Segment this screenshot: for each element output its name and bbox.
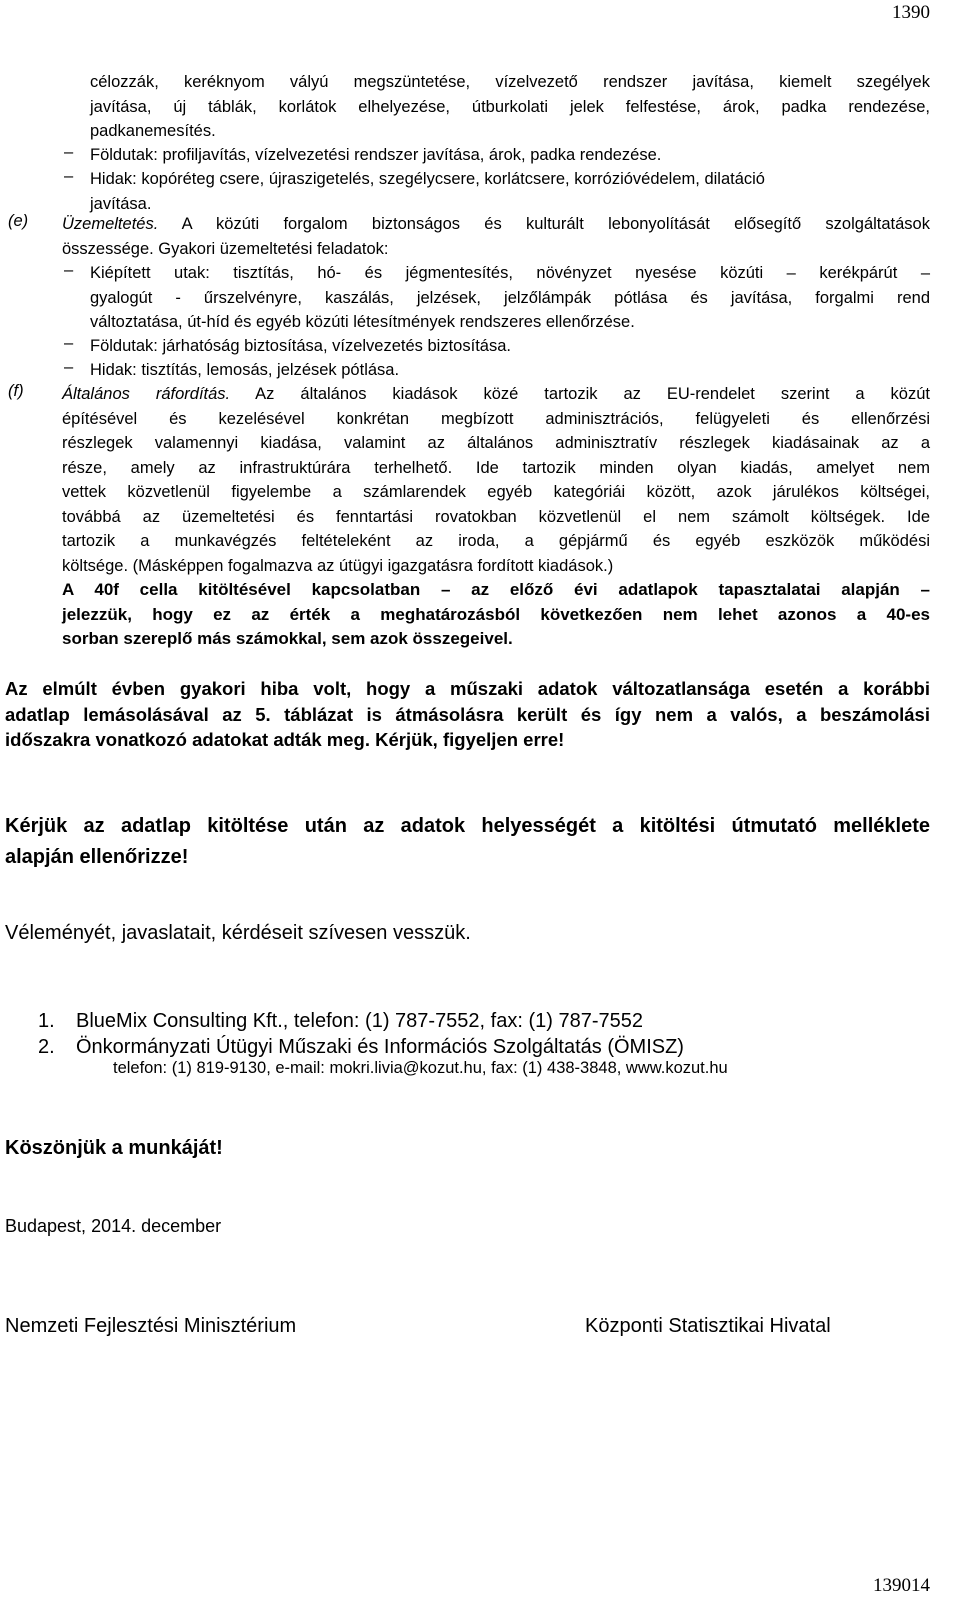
signatory-right: Központi Statisztikai Hivatal — [585, 1315, 831, 1337]
item-f-heading: Általános ráfordítás. — [62, 385, 231, 403]
item-e-bullet-2: Földutak: járhatóság biztosítása, vízelvezetés biztosítása. — [90, 337, 511, 355]
item-label-e: (e) — [8, 212, 29, 230]
contact-item-2 — [38, 1034, 684, 1060]
item-e-text: A közúti forgalom biztonságos és kulturált lebonyolítását elősegítő szolgáltatások — [158, 215, 930, 233]
dash-bullet: – — [64, 334, 74, 352]
page-number-bottom: 139014 — [873, 1575, 930, 1596]
intro-line: célozzák, keréknyom vályú megszüntetése, vízelvezető rendszer javítása, kiemelt szegélyek — [90, 73, 930, 91]
bullet-line: Hidak: kopóréteg csere, újraszigetelés, szegélycsere, korlátcsere, korrózióvédelem, dilatáció — [90, 170, 765, 188]
item-f-line: része, amely az infrastruktúrára terhelhető. Ide tartozik minden olyan kiadás, amelyet nem — [62, 458, 930, 477]
check-line: Kérjük az adatlap kitöltése után az adatok helyességét a kitöltési útmutató melléklete — [5, 815, 930, 837]
item-f-line: költsége. (Másképpen fogalmazva az útügyi igazgatásra fordított kiadások.) — [62, 556, 614, 575]
signatory-left: Nemzeti Fejlesztési Minisztérium — [5, 1315, 297, 1337]
dash-bullet: – — [64, 358, 74, 376]
item-f-line: építésével és kezelésével konkrétan megbízott adminisztrációs, felügyeleti és ellenőrzési — [62, 409, 930, 428]
warning-line: adatlap lemásolásával az 5. táblázat is átmásolásra került és így nem a valós, a beszámolási — [5, 703, 930, 725]
contact-text: BlueMix Consulting Kft., telefon: (1) 787-7552, fax: (1) 787-7552 — [76, 1010, 643, 1032]
page-number-top: 1390 — [892, 2, 930, 23]
bullet-line: változtatása, út-híd és egyéb közúti létesítmények rendszeres ellenőrzése. — [90, 313, 635, 331]
thanks-text: Köszönjük a munkáját! — [5, 1137, 223, 1159]
intro-line: padkanemesítés. — [90, 122, 216, 140]
contact-list — [38, 1008, 684, 1060]
item-f-bold-line: sorban szereplő más számokkal, sem azok összegeivel. — [62, 629, 513, 648]
item-f-paragraph — [62, 382, 930, 652]
warning-line: Az elmúlt évben gyakori hiba volt, hogy a műszaki adatok változatlansága esetén a korábbi — [5, 678, 930, 699]
bullet-line: gyalogút - űrszelvényre, kaszálás, jelzések, jelzőlámpák pótlása és javítása, forgalmi rend — [90, 288, 930, 307]
item-f-text: Az általános kiadások közé tartozik az EU-rendelet szerint a közút — [230, 385, 930, 403]
item-label-f: (f) — [8, 382, 24, 400]
item-f-bold-line: A 40f cella kitöltésével kapcsolatban – az előző évi adatlapok tapasztalatai alapján – — [62, 580, 930, 599]
intro-paragraph — [90, 70, 930, 144]
warning-paragraph — [5, 676, 930, 753]
dash-bullet: – — [64, 167, 74, 185]
opinion-text: Véleményét, javaslatait, kérdéseit szívesen vesszük. — [5, 922, 471, 944]
item-f-line: vettek közvetlenül figyelembe a számlarendek egyéb kategóriái között, azok járulékos költségei, — [62, 483, 930, 501]
contact-number: 2. — [38, 1036, 55, 1058]
contact-item-1 — [38, 1008, 684, 1034]
dash-bullet: – — [64, 143, 74, 161]
contact-detail: telefon: (1) 819-9130, e-mail: mokri.livia@kozut.hu, fax: (1) 438-3848, www.kozut.hu — [113, 1059, 728, 1077]
item-e-heading: Üzemeltetés. — [62, 215, 159, 233]
bullet-line: javítása. — [90, 194, 152, 213]
place-date: Budapest, 2014. december — [5, 1216, 222, 1236]
item-e-paragraph — [62, 212, 930, 261]
warning-line: időszakra vonatkozó adatokat adták meg. Kérjük, figyeljen erre! — [5, 729, 565, 750]
bullet-text: Földutak: profiljavítás, vízelvezetési rendszer javítása, árok, padka rendezése. — [90, 146, 662, 164]
item-e-line: összessége. Gyakori üzemeltetési feladatok: — [62, 239, 389, 258]
intro-line: javítása, új táblák, korlátok elhelyezése, útburkolati jelek felfestése, árok, padka rendezése, — [90, 97, 930, 116]
item-f-line: továbbá az üzemeltetési és fenntartási rovatokban közvetlenül el nem számolt költségek. Ide — [62, 507, 930, 526]
bullet-line: Kiépített utak: tisztítás, hó- és jégmentesítés, növényzet nyesése közúti – kerékpárút – — [90, 264, 930, 282]
contact-number: 1. — [38, 1010, 55, 1032]
item-f-line: tartozik a munkavégzés feltételeként az iroda, a gépjármű és egyéb eszközök működési — [62, 532, 930, 550]
item-e-bullet-1 — [90, 261, 930, 335]
item-e-bullet-3: Hidak: tisztítás, lemosás, jelzések pótlása. — [90, 361, 400, 379]
item-f-bold-line: jelezzük, hogy ez az érték a meghatározásból következően nem lehet azonos a 40-es — [62, 604, 930, 624]
check-line: alapján ellenőrizze! — [5, 846, 189, 868]
dash-bullet: – — [64, 261, 74, 279]
contact-text: Önkormányzati Útügyi Műszaki és Információs Szolgáltatás (ÖMISZ) — [76, 1036, 684, 1058]
check-paragraph — [5, 811, 930, 873]
bullet-text — [90, 167, 930, 216]
item-f-line: részlegek valamennyi kiadása, valamint az általános adminisztratív részlegek kiadásainak az a — [62, 434, 930, 452]
